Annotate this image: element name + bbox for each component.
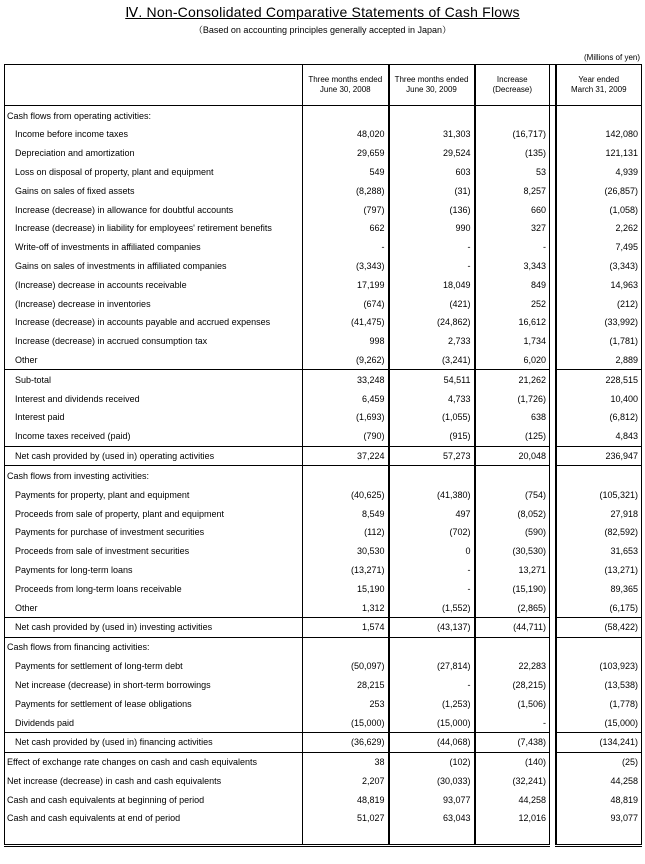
value-cell: (702) — [389, 523, 475, 542]
value-cell: (58,422) — [556, 617, 642, 637]
row-label: Net cash provided by (used in) investing activities — [5, 617, 303, 637]
row-label: Other — [5, 598, 303, 617]
value-cell: (754) — [475, 485, 550, 504]
value-cell: (27,814) — [389, 657, 475, 676]
value-cell: 10,400 — [556, 389, 642, 408]
value-cell: 252 — [475, 294, 550, 313]
header-row — [5, 65, 642, 106]
value-cell: 7,495 — [556, 238, 642, 257]
table-row — [5, 427, 642, 446]
value-cell: (103,923) — [556, 657, 642, 676]
value-cell: (1,726) — [475, 389, 550, 408]
table-row — [5, 275, 642, 294]
header-col-q1-2009: Three months ended June 30, 2009 — [389, 65, 475, 106]
table-row — [5, 485, 642, 504]
value-cell: (797) — [303, 200, 389, 219]
table-row — [5, 313, 642, 332]
value-cell: 660 — [475, 200, 550, 219]
value-cell: 1,312 — [303, 598, 389, 617]
row-label: Effect of exchange rate changes on cash and cash equivalents — [5, 752, 303, 771]
value-cell: 54,511 — [389, 370, 475, 389]
row-label: Write-off of investments in affiliated companies — [5, 238, 303, 257]
value-cell: (140) — [475, 752, 550, 771]
value-cell — [389, 637, 475, 657]
value-cell — [556, 637, 642, 657]
row-label: Loss on disposal of property, plant and equipment — [5, 163, 303, 182]
row-label: Increase (decrease) in allowance for doubtful accounts — [5, 200, 303, 219]
value-cell: 37,224 — [303, 446, 389, 466]
value-cell: 253 — [303, 694, 389, 713]
value-cell — [303, 106, 389, 126]
row-label: Dividends paid — [5, 713, 303, 732]
row-label: (Increase) decrease in accounts receivable — [5, 275, 303, 294]
value-cell: 48,819 — [556, 790, 642, 809]
table-row — [5, 257, 642, 276]
table-row — [5, 504, 642, 523]
value-cell: 327 — [475, 219, 550, 238]
value-cell: (7,438) — [475, 732, 550, 752]
value-cell: (125) — [475, 427, 550, 446]
value-cell: - — [475, 238, 550, 257]
value-cell: - — [389, 257, 475, 276]
value-cell: 38 — [303, 752, 389, 771]
value-cell: (1,506) — [475, 694, 550, 713]
table-row — [5, 200, 642, 219]
row-label: Net increase (decrease) in short-term borrowings — [5, 676, 303, 695]
value-cell: 44,258 — [556, 772, 642, 791]
table-row — [5, 370, 642, 389]
value-cell: (41,475) — [303, 313, 389, 332]
value-cell: (26,857) — [556, 181, 642, 200]
value-cell: (30,530) — [475, 542, 550, 561]
table-row — [5, 389, 642, 408]
value-cell — [303, 466, 389, 486]
value-cell: 28,215 — [303, 676, 389, 695]
section-header-row — [5, 466, 642, 486]
end-cell — [389, 828, 475, 846]
value-cell: (32,241) — [475, 772, 550, 791]
value-cell: (915) — [389, 427, 475, 446]
value-cell: 57,273 — [389, 446, 475, 466]
table-row — [5, 542, 642, 561]
row-label: Net cash provided by (used in) financing activities — [5, 732, 303, 752]
value-cell: (6,812) — [556, 408, 642, 427]
report-title-block — [0, 4, 645, 36]
table-row — [5, 657, 642, 676]
row-label: Interest and dividends received — [5, 389, 303, 408]
value-cell: (50,097) — [303, 657, 389, 676]
value-cell: - — [389, 676, 475, 695]
value-cell: 1,734 — [475, 332, 550, 351]
value-cell: (30,033) — [389, 772, 475, 791]
value-cell: 48,020 — [303, 125, 389, 144]
table-row — [5, 598, 642, 617]
row-label: Cash and cash equivalents at beginning of period — [5, 790, 303, 809]
value-cell: - — [389, 579, 475, 598]
table-row — [5, 163, 642, 182]
value-cell: - — [475, 713, 550, 732]
value-cell — [303, 637, 389, 657]
value-cell: (790) — [303, 427, 389, 446]
table-row — [5, 181, 642, 200]
value-cell: (1,693) — [303, 408, 389, 427]
value-cell: 549 — [303, 163, 389, 182]
value-cell — [556, 466, 642, 486]
row-label: Sub-total — [5, 370, 303, 389]
end-cell — [475, 828, 550, 846]
value-cell: (13,271) — [556, 561, 642, 580]
value-cell: (41,380) — [389, 485, 475, 504]
value-cell: 93,077 — [389, 790, 475, 809]
value-cell: 236,947 — [556, 446, 642, 466]
row-label: Depreciation and amortization — [5, 144, 303, 163]
value-cell: 17,199 — [303, 275, 389, 294]
table-row — [5, 144, 642, 163]
value-cell: (15,000) — [303, 713, 389, 732]
value-cell — [475, 466, 550, 486]
table-row — [5, 219, 642, 238]
section-header-row — [5, 106, 642, 126]
value-cell: (1,055) — [389, 408, 475, 427]
row-label: Payments for long-term loans — [5, 561, 303, 580]
header-col-increase: Increase (Decrease) — [475, 65, 550, 106]
value-cell: - — [303, 238, 389, 257]
value-cell: (24,862) — [389, 313, 475, 332]
row-label: Payments for purchase of investment securities — [5, 523, 303, 542]
value-cell: (102) — [389, 752, 475, 771]
section-label: Cash flows from investing activities: — [5, 466, 303, 486]
value-cell — [556, 106, 642, 126]
value-cell: 29,524 — [389, 144, 475, 163]
value-cell: (25) — [556, 752, 642, 771]
row-label: Net cash provided by (used in) operating activities — [5, 446, 303, 466]
table-row — [5, 446, 642, 466]
value-cell: (3,343) — [303, 257, 389, 276]
row-label: Increase (decrease) in accounts payable and accrued expenses — [5, 313, 303, 332]
value-cell: 16,612 — [475, 313, 550, 332]
row-label: Payments for property, plant and equipment — [5, 485, 303, 504]
section-label: Cash flows from financing activities: — [5, 637, 303, 657]
row-label: Payments for settlement of long-term debt — [5, 657, 303, 676]
table-row — [5, 125, 642, 144]
value-cell: 4,843 — [556, 427, 642, 446]
value-cell: 2,207 — [303, 772, 389, 791]
value-cell: 849 — [475, 275, 550, 294]
table-row — [5, 790, 642, 809]
row-label: Net increase (decrease) in cash and cash equivalents — [5, 772, 303, 791]
value-cell: - — [389, 238, 475, 257]
value-cell: 3,343 — [475, 257, 550, 276]
table-row — [5, 752, 642, 771]
value-cell: (15,000) — [556, 713, 642, 732]
value-cell: - — [389, 561, 475, 580]
value-cell: (136) — [389, 200, 475, 219]
value-cell: (590) — [475, 523, 550, 542]
value-cell: (33,992) — [556, 313, 642, 332]
table-row — [5, 713, 642, 732]
value-cell: 998 — [303, 332, 389, 351]
value-cell: (212) — [556, 294, 642, 313]
section-label: Cash flows from operating activities: — [5, 106, 303, 126]
value-cell: 638 — [475, 408, 550, 427]
row-label: Proceeds from long-term loans receivable — [5, 579, 303, 598]
table-row — [5, 579, 642, 598]
value-cell: 8,549 — [303, 504, 389, 523]
table-row — [5, 332, 642, 351]
value-cell: 1,574 — [303, 617, 389, 637]
table-row — [5, 294, 642, 313]
value-cell: 18,049 — [389, 275, 475, 294]
row-label: Increase (decrease) in accrued consumption tax — [5, 332, 303, 351]
value-cell: 2,262 — [556, 219, 642, 238]
table-row — [5, 772, 642, 791]
value-cell: 51,027 — [303, 809, 389, 828]
value-cell: (112) — [303, 523, 389, 542]
value-cell: 0 — [389, 542, 475, 561]
value-cell: 20,048 — [475, 446, 550, 466]
row-label: Payments for settlement of lease obligations — [5, 694, 303, 713]
value-cell: 63,043 — [389, 809, 475, 828]
row-label: Cash and cash equivalents at end of period — [5, 809, 303, 828]
row-label: Income taxes received (paid) — [5, 427, 303, 446]
table-row — [5, 676, 642, 695]
table-row — [5, 238, 642, 257]
value-cell: (3,343) — [556, 257, 642, 276]
value-cell: 2,889 — [556, 351, 642, 370]
value-cell: (13,271) — [303, 561, 389, 580]
value-cell — [389, 466, 475, 486]
row-label: Gains on sales of fixed assets — [5, 181, 303, 200]
value-cell: (6,175) — [556, 598, 642, 617]
header-col-year-2009: Year ended March 31, 2009 — [556, 65, 642, 106]
value-cell: (31) — [389, 181, 475, 200]
value-cell: 121,131 — [556, 144, 642, 163]
value-cell: (44,711) — [475, 617, 550, 637]
row-label: Interest paid — [5, 408, 303, 427]
value-cell: (15,190) — [475, 579, 550, 598]
value-cell: (1,253) — [389, 694, 475, 713]
table-row — [5, 617, 642, 637]
row-label: Proceeds from sale of property, plant and equipment — [5, 504, 303, 523]
value-cell: 4,733 — [389, 389, 475, 408]
value-cell: (43,137) — [389, 617, 475, 637]
report-title: Ⅳ. Non-Consolidated Comparative Statements of Cash Flows — [125, 4, 520, 20]
value-cell — [475, 106, 550, 126]
value-cell: (1,552) — [389, 598, 475, 617]
value-cell: 13,271 — [475, 561, 550, 580]
header-label-cell — [5, 65, 303, 106]
value-cell: 497 — [389, 504, 475, 523]
table-row — [5, 732, 642, 752]
value-cell: 48,819 — [303, 790, 389, 809]
table-row — [5, 561, 642, 580]
table-row — [5, 408, 642, 427]
value-cell: (28,215) — [475, 676, 550, 695]
value-cell: 6,459 — [303, 389, 389, 408]
value-cell: (44,068) — [389, 732, 475, 752]
row-label: Other — [5, 351, 303, 370]
value-cell — [475, 637, 550, 657]
value-cell: 12,016 — [475, 809, 550, 828]
value-cell — [389, 106, 475, 126]
value-cell: 33,248 — [303, 370, 389, 389]
value-cell: (2,865) — [475, 598, 550, 617]
value-cell: 44,258 — [475, 790, 550, 809]
end-cell — [5, 828, 303, 846]
value-cell: (82,592) — [556, 523, 642, 542]
value-cell: 142,080 — [556, 125, 642, 144]
value-cell: 30,530 — [303, 542, 389, 561]
value-cell: (15,000) — [389, 713, 475, 732]
value-cell: 29,659 — [303, 144, 389, 163]
row-label: Proceeds from sale of investment securities — [5, 542, 303, 561]
value-cell: 8,257 — [475, 181, 550, 200]
value-cell: (421) — [389, 294, 475, 313]
value-cell: 31,653 — [556, 542, 642, 561]
value-cell: 603 — [389, 163, 475, 182]
value-cell: 31,303 — [389, 125, 475, 144]
value-cell: (9,262) — [303, 351, 389, 370]
value-cell: 228,515 — [556, 370, 642, 389]
value-cell: (135) — [475, 144, 550, 163]
value-cell: 662 — [303, 219, 389, 238]
row-label: Income before income taxes — [5, 125, 303, 144]
table-row — [5, 523, 642, 542]
value-cell: (8,288) — [303, 181, 389, 200]
table-row — [5, 809, 642, 828]
row-label: Increase (decrease) in liability for employees' retirement benefits — [5, 219, 303, 238]
row-label: Gains on sales of investments in affiliated companies — [5, 257, 303, 276]
value-cell: (36,629) — [303, 732, 389, 752]
value-cell: 27,918 — [556, 504, 642, 523]
value-cell: (674) — [303, 294, 389, 313]
end-cell — [556, 828, 642, 846]
value-cell: 990 — [389, 219, 475, 238]
value-cell: (13,538) — [556, 676, 642, 695]
cash-flow-table — [4, 64, 642, 847]
end-cell — [303, 828, 389, 846]
table-end-rule — [5, 828, 642, 846]
value-cell: 2,733 — [389, 332, 475, 351]
report-subtitle: （Based on accounting principles generally accepted in Japan） — [193, 25, 452, 35]
value-cell: 21,262 — [475, 370, 550, 389]
units-note: (Millions of yen) — [583, 53, 640, 62]
value-cell: 22,283 — [475, 657, 550, 676]
value-cell: (8,052) — [475, 504, 550, 523]
section-header-row — [5, 637, 642, 657]
value-cell: (105,321) — [556, 485, 642, 504]
value-cell: (16,717) — [475, 125, 550, 144]
value-cell: 4,939 — [556, 163, 642, 182]
value-cell: (1,781) — [556, 332, 642, 351]
value-cell: 93,077 — [556, 809, 642, 828]
value-cell: (1,058) — [556, 200, 642, 219]
value-cell: 6,020 — [475, 351, 550, 370]
value-cell: 53 — [475, 163, 550, 182]
value-cell: 15,190 — [303, 579, 389, 598]
row-label: (Increase) decrease in inventories — [5, 294, 303, 313]
value-cell: (3,241) — [389, 351, 475, 370]
value-cell: 89,365 — [556, 579, 642, 598]
header-col-q1-2008: Three months ended June 30, 2008 — [303, 65, 389, 106]
value-cell: 14,963 — [556, 275, 642, 294]
table-row — [5, 694, 642, 713]
table-row — [5, 351, 642, 370]
value-cell: (40,625) — [303, 485, 389, 504]
value-cell: (1,778) — [556, 694, 642, 713]
value-cell: (134,241) — [556, 732, 642, 752]
